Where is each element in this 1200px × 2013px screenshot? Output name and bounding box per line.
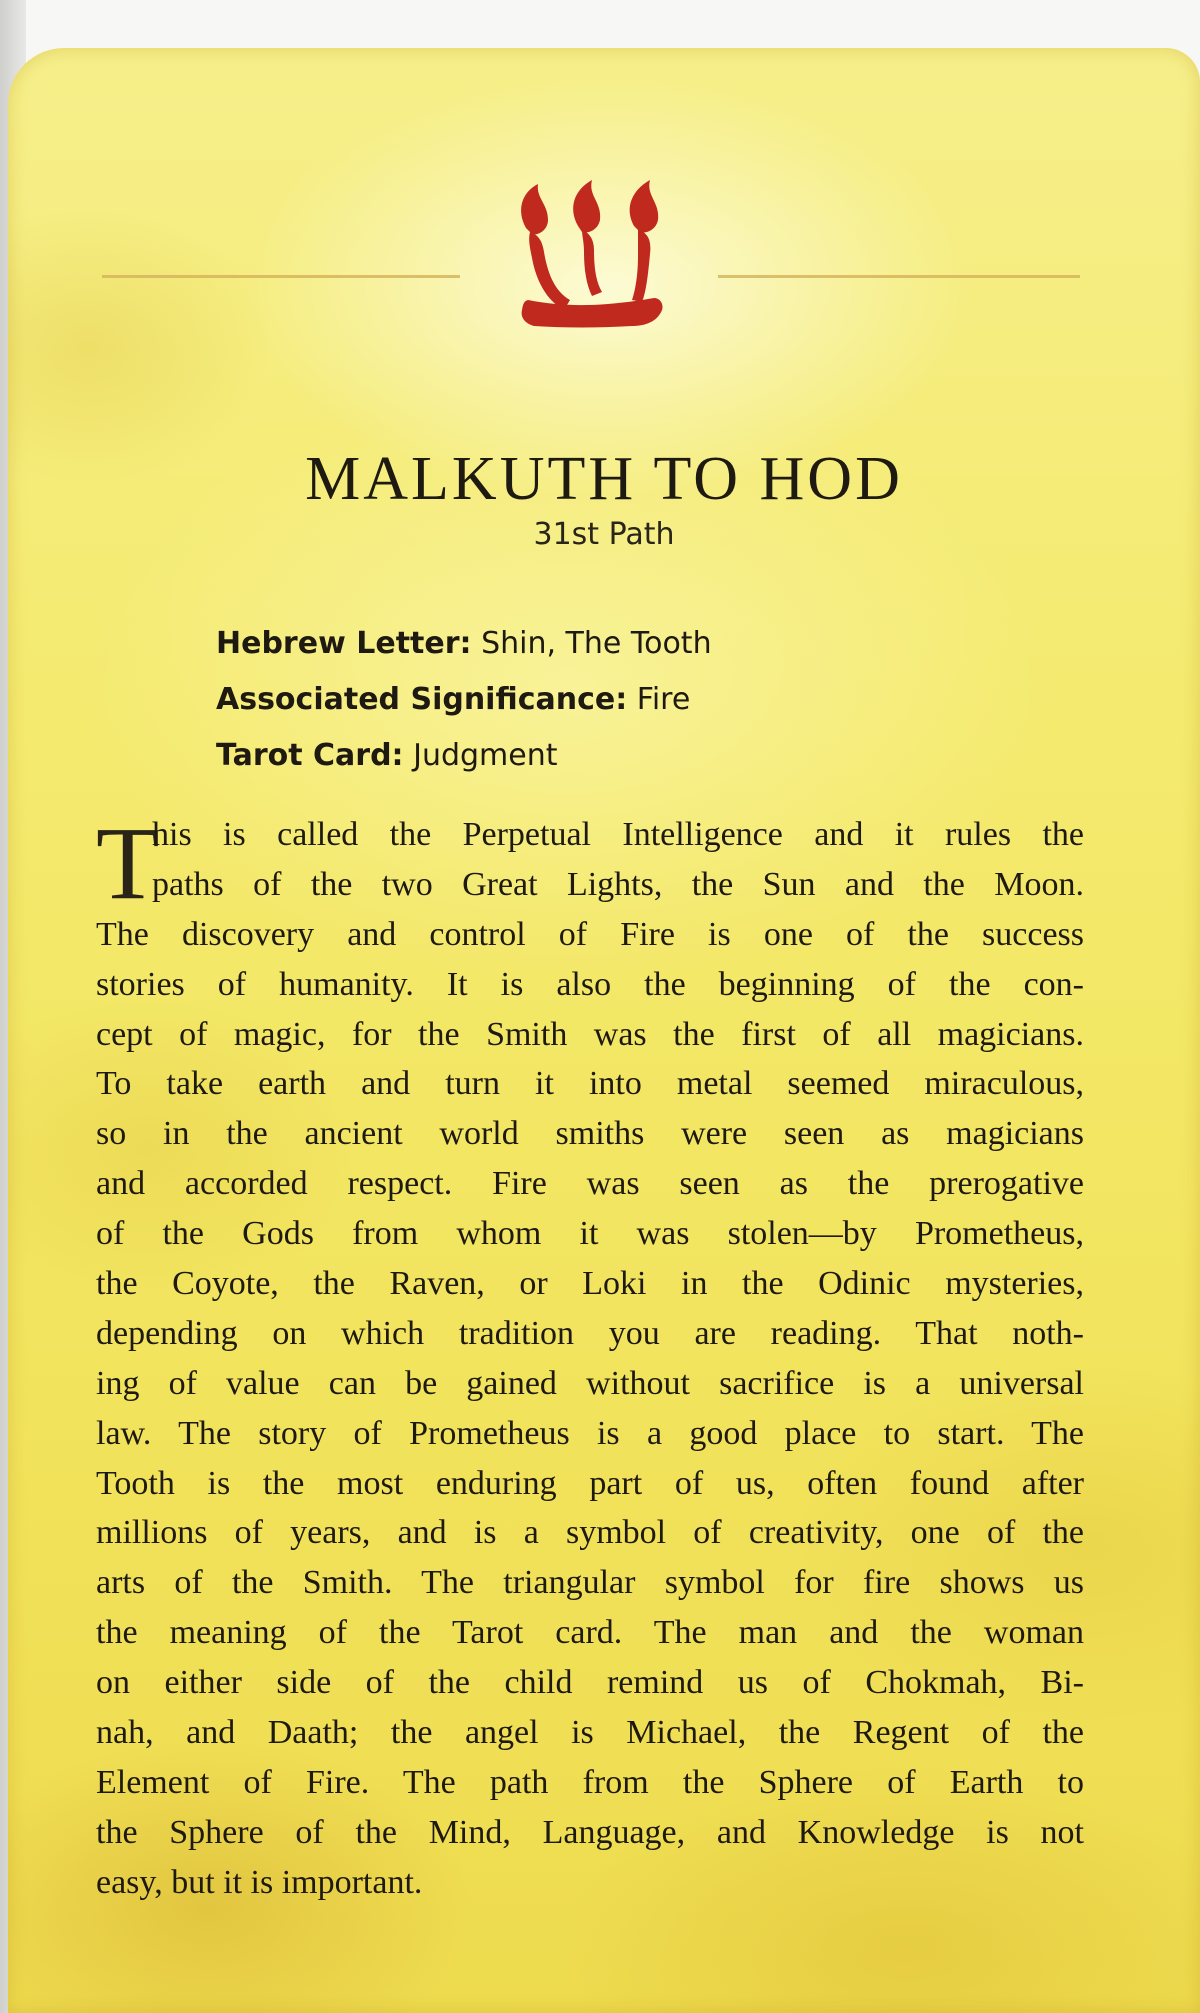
body-line: the Sphere of the Mind, Language, and Knowledge is not: [96, 1813, 1084, 1851]
body-line: ing of value can be gained without sacrifice is a universal: [96, 1364, 1084, 1402]
attribute-value: Fire: [636, 682, 691, 717]
body-line: cept of magic, for the Smith was the first of all magicians.: [96, 1015, 1084, 1053]
body-line: of the Gods from whom it was stolen—by Prometheus,: [96, 1215, 1084, 1253]
attribute-label: Associated Significance:: [216, 682, 628, 717]
attribute-associated-significance: [216, 672, 712, 728]
card-title: MALKUTH TO HOD: [305, 445, 903, 513]
attribute-value: Judgment: [413, 738, 558, 773]
body-line: his is called the Perpetual Intelligence and it rules the: [152, 816, 1084, 853]
body-line: the Coyote, the Raven, or Loki in the Odinic mysteries,: [96, 1265, 1084, 1303]
header-rule-right: [718, 275, 1080, 278]
body-line: arts of the Smith. The triangular symbol for fire shows us: [96, 1564, 1084, 1602]
attribute-list: [216, 616, 712, 784]
body-line: easy, but it is important.: [96, 1863, 423, 1901]
body-line: To take earth and turn it into metal seemed miraculous,: [96, 1065, 1084, 1103]
body-line: millions of years, and is a symbol of creativity, one of the: [96, 1514, 1084, 1552]
body-line: paths of the two Great Lights, the Sun and the Moon.: [152, 865, 1084, 903]
body-line: on either side of the child remind us of Chokmah, Bi-: [96, 1664, 1084, 1702]
attribute-hebrew-letter: [216, 616, 712, 672]
card-subtitle: 31st Path: [533, 517, 675, 552]
attribute-tarot-card: [216, 728, 712, 784]
body-line: Element of Fire. The path from the Sphere of Earth to: [96, 1763, 1084, 1801]
body-line: law. The story of Prometheus is a good place to start. The: [96, 1414, 1084, 1452]
body-line: nah, and Daath; the angel is Michael, the Regent of the: [96, 1714, 1084, 1752]
attribute-value: Shin, The Tooth: [481, 626, 712, 661]
body-line: stories of humanity. It is also the beginning of the con-: [96, 965, 1084, 1003]
body-line: depending on which tradition you are reading. That noth-: [96, 1314, 1084, 1352]
shin-hebrew-letter-icon: [508, 168, 678, 338]
body-paragraph: [96, 806, 1084, 1908]
attribute-label: Hebrew Letter:: [216, 626, 472, 661]
path-card: [8, 48, 1200, 2013]
header-rule-left: [102, 275, 460, 278]
drop-cap: T: [96, 806, 160, 921]
body-line: so in the ancient world smiths were seen as magicians: [96, 1115, 1084, 1153]
body-line: the meaning of the Tarot card. The man and the woman: [96, 1614, 1084, 1652]
body-line: The discovery and control of Fire is one of the success: [96, 915, 1084, 953]
attribute-label: Tarot Card:: [216, 738, 404, 773]
body-line: Tooth is the most enduring part of us, often found after: [96, 1464, 1084, 1502]
body-line: and accorded respect. Fire was seen as the prerogative: [96, 1165, 1084, 1203]
